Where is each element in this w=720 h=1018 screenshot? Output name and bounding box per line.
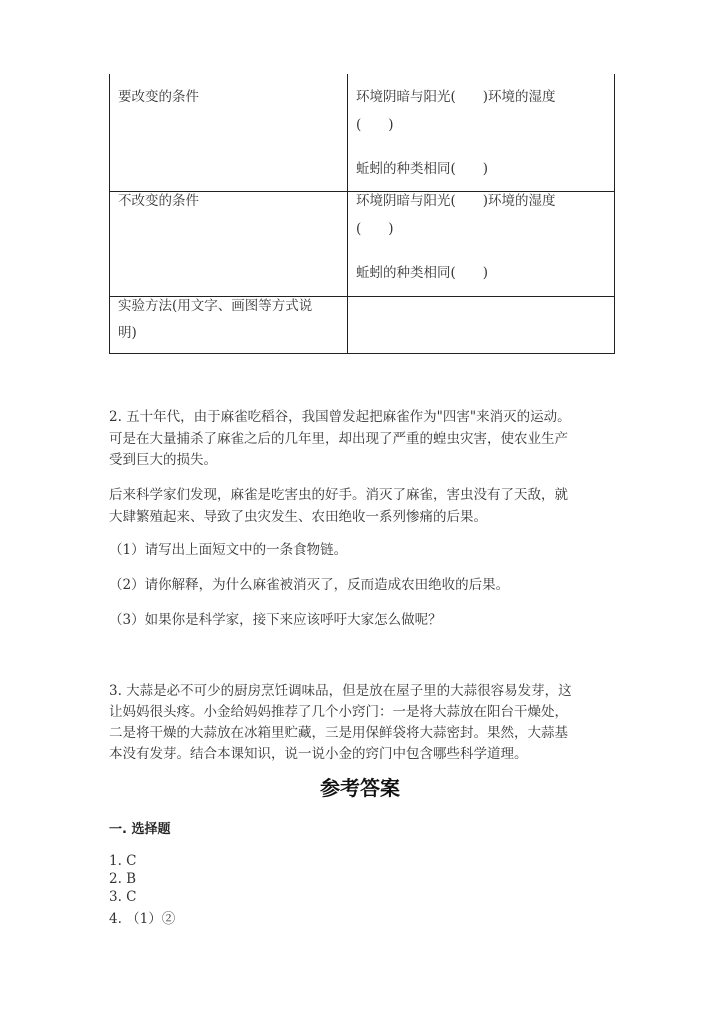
option-line: 环境阴暗与阳光( )环境的湿度 — [356, 193, 556, 209]
text-line: 2. 五十年代，由于麻雀吃稻谷，我国曾发起把麻雀作为"四害"来消灭的运动。 — [109, 409, 571, 425]
option-line: 环境阴暗与阳光( )环境的湿度 — [356, 89, 556, 105]
sub-question: （1）请写出上面短文中的一条食物链。 — [109, 542, 348, 558]
text-line: 可是在大量捕杀了麻雀之后的几年里，却出现了严重的蝗虫灾害，使农业生产 — [109, 431, 568, 447]
text-line: 3. 大蒜是必不可少的厨房烹饪调味品，但是放在屋子里的大蒜很容易发芽，这 — [109, 683, 572, 699]
text-line: 大肆繁殖起来、导致了虫灾发生、农田绝收一系列惨痛的后果。 — [109, 509, 487, 525]
answer-item: 3. C — [109, 889, 137, 905]
experiment-table — [109, 74, 615, 354]
option-line: ( ) — [356, 221, 394, 237]
text-line: 受到巨大的损失。 — [109, 452, 217, 468]
option-line: ( ) — [356, 117, 394, 133]
text-line: 二是将干燥的大蒜放在冰箱里贮藏，三是用保鲜袋将大蒜密封。果然，大蒜基 — [109, 725, 568, 741]
row-label-change: 要改变的条件 — [118, 89, 199, 105]
sub-question: （3）如果你是科学家，接下来应该呼吁大家怎么做呢？ — [109, 612, 442, 628]
answer-item: 1. C — [109, 853, 137, 869]
answer-item: 4. （1）② — [109, 911, 176, 927]
row-label-method: 实验方法(用文字、画图等方式说 — [118, 298, 313, 314]
option-line: 蚯蚓的种类相同( ) — [356, 161, 489, 177]
column-divider — [347, 74, 348, 353]
row-label-unchanged: 不改变的条件 — [118, 193, 199, 209]
row-label-method-cont: 明) — [118, 325, 137, 341]
text-line: 后来科学家们发现，麻雀是吃害虫的好手。消灭了麻雀，害虫没有了天敌，就 — [109, 487, 568, 503]
sub-question: （2）请你解释，为什么麻雀被消灭了，反而造成农田绝收的后果。 — [109, 577, 510, 593]
answer-item: 2. B — [109, 871, 137, 887]
option-line: 蚯蚓的种类相同( ) — [356, 265, 489, 281]
text-line: 让妈妈很头疼。小金给妈妈推荐了几个小窍门：一是将大蒜放在阳台干燥处， — [109, 704, 568, 720]
answers-title: 参考答案 — [320, 776, 400, 800]
text-line: 本没有发芽。结合本课知识，说一说小金的窍门中包含哪些科学道理。 — [109, 746, 528, 762]
section-heading: 一. 选择题 — [109, 822, 171, 837]
